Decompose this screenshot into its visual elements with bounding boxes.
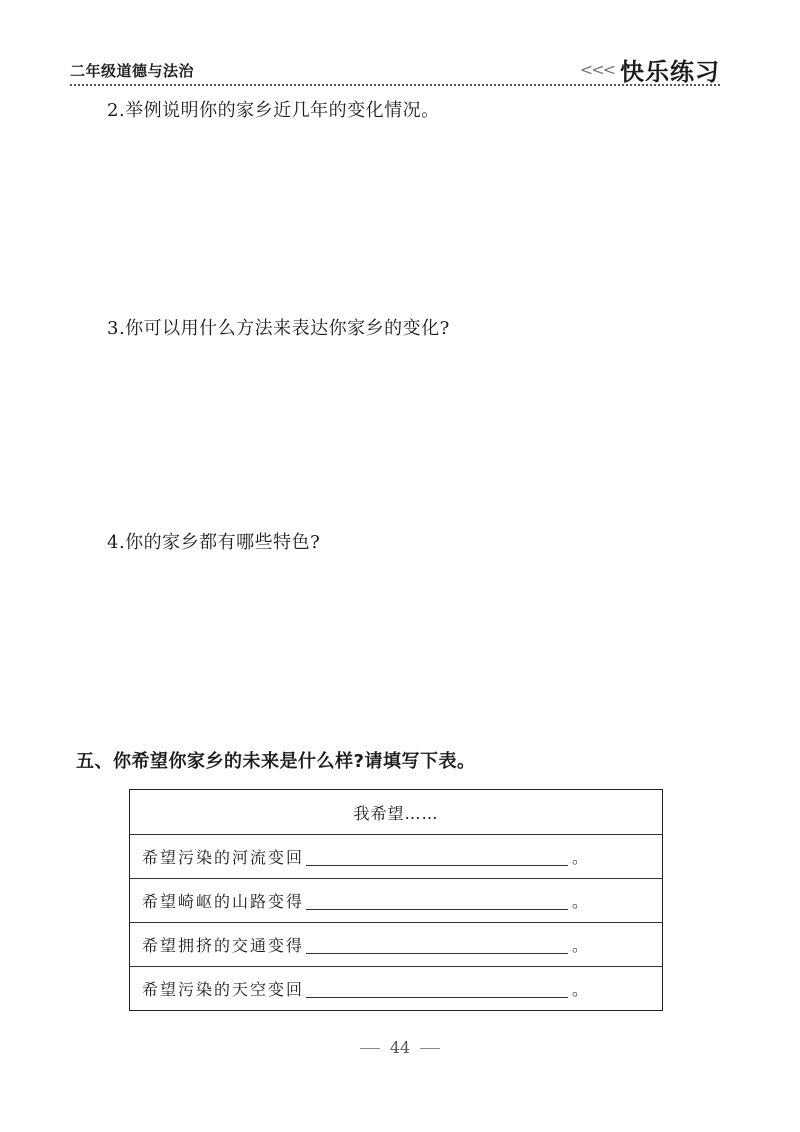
brand-title: 快乐练习 — [620, 58, 720, 86]
subject-title: 二年级道德与法治 — [70, 62, 195, 80]
fill-blank[interactable] — [306, 935, 568, 954]
dash-right — [420, 1048, 440, 1049]
row-end: 。 — [572, 980, 589, 999]
row-label: 希望拥挤的交通变得 — [142, 936, 305, 955]
header-divider — [70, 84, 720, 86]
table-row — [130, 922, 662, 966]
row-end: 。 — [572, 848, 589, 867]
table-row — [130, 834, 662, 878]
fill-blank[interactable] — [306, 891, 568, 910]
hope-table — [129, 789, 663, 1011]
row-label: 希望污染的天空变回 — [142, 980, 305, 999]
row-end: 。 — [572, 892, 589, 911]
dash-left — [360, 1048, 380, 1049]
row-end: 。 — [572, 936, 589, 955]
chevron-left-icon: <<< — [579, 60, 614, 79]
table-header-row — [130, 790, 662, 834]
row-label: 希望污染的河流变回 — [142, 848, 305, 867]
question-3: 3.你可以用什么方法来表达你家乡的变化? — [107, 318, 450, 339]
question-4: 4.你的家乡都有哪些特色? — [107, 532, 321, 553]
question-2: 2.举例说明你的家乡近几年的变化情况。 — [107, 100, 440, 121]
page-header — [70, 52, 720, 86]
fill-blank[interactable] — [306, 979, 568, 998]
section-5-title: 五、你希望你家乡的未来是什么样?请填写下表。 — [76, 751, 476, 772]
page-number: 44 — [389, 1038, 411, 1057]
header-brand-group — [580, 52, 720, 87]
table-row — [130, 966, 662, 1010]
row-label: 希望崎岖的山路变得 — [142, 892, 305, 911]
table-row — [130, 878, 662, 922]
table-header-cell: 我希望…… — [353, 803, 439, 823]
fill-blank[interactable] — [306, 847, 568, 866]
page-number-footer — [0, 1038, 800, 1057]
